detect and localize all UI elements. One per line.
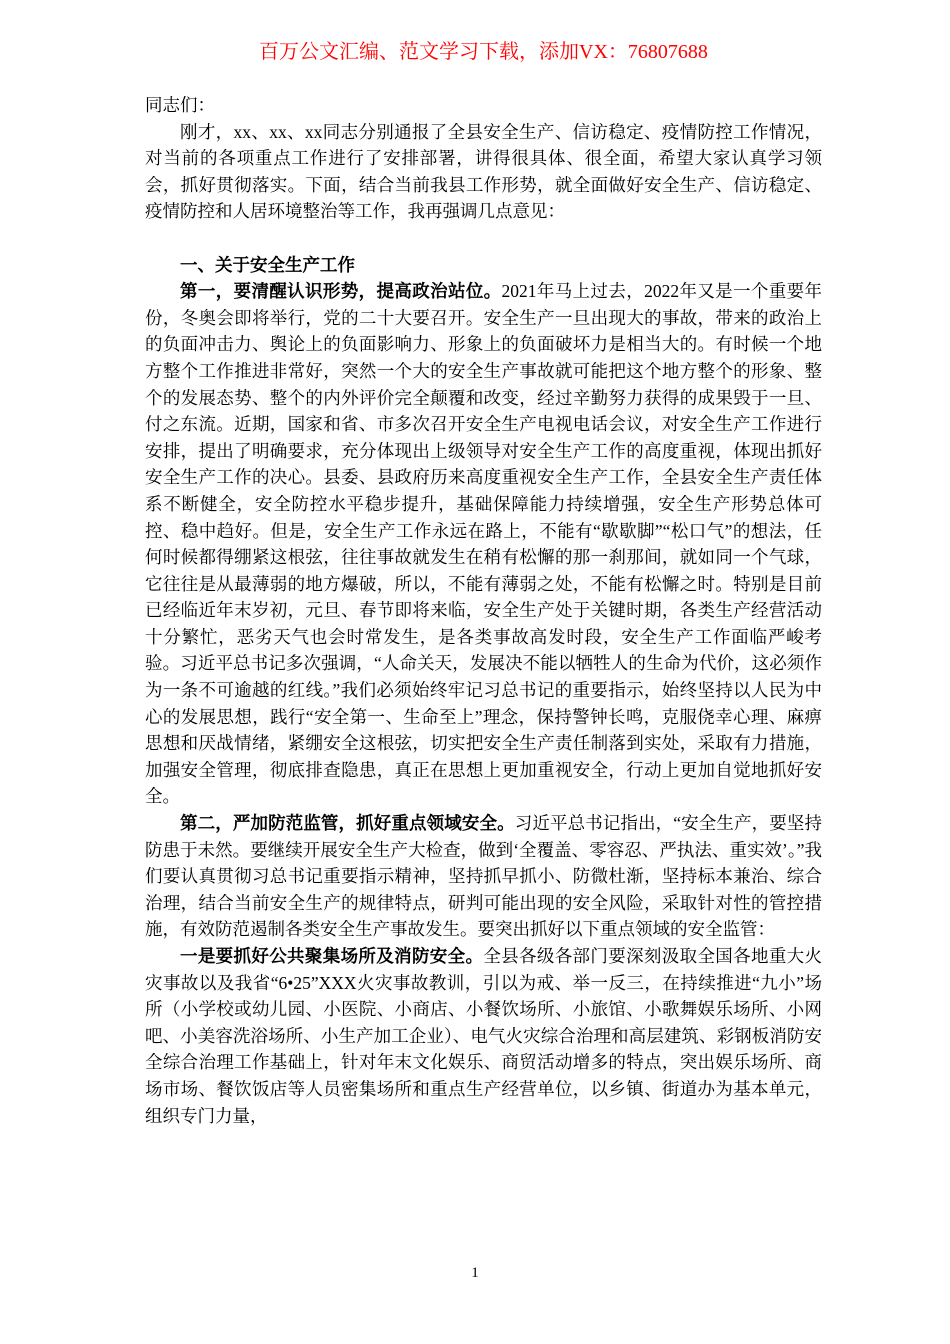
paragraph-point-3-lead: 一是要抓好公共聚集场所及消防安全。	[180, 946, 484, 966]
paragraph-point-2	[145, 810, 822, 943]
paragraph-point-3	[145, 943, 822, 1129]
section-heading: 一、关于安全生产工作	[180, 254, 355, 275]
paragraph-point-1	[145, 278, 822, 810]
paragraph-point-2-text: 习近平总书记指出，“安全生产，要坚持防患于未然。要继续开展安全生产大检查，做到‘全覆盖、零容忍、严执法、重实效’。”我们要认真贯彻习总书记重要指示精神，坚持抓早抓小、防微杜渐，坚持标本兼治、综合治理，结合当前安全生产的规律特点，研判可能出现的安全风险，采取针对性的管控措施，有效防范遏制各类安全生产事故发生。要突出抓好以下重点领域的安全监管：	[145, 813, 822, 940]
document-body	[145, 92, 822, 1129]
paragraph-point-1-text: 2021年马上过去，2022年又是一个重要年份，冬奥会即将举行，党的二十大要召开。安全生产一旦出现大的事故，带来的政治上的负面冲击力、舆论上的负面影响力、形象上的负面破坏力是相当大的。有时候一个地方整个工作推进非常好，突然一个大的安全生产事故就可能把这个地方整个的形象、整个的发展态势、整个的内外评价完全颠覆和改变，经过辛勤努力获得的成果毁于一旦、付之东流。近期，国家和省、市多次召开安全生产电视电话会议，对安全生产工作进行安排，提出了明确要求，充分体现出上级领导对安全生产工作的高度重视，体现出抓好安全生产工作的决心。县委、县政府历来高度重视安全生产工作，全县安全生产责任体系不断健全，安全防控水平稳步提升，基础保障能力持续增强，安全生产形势总体可控、稳中趋好。但是，安全生产工作永远在路上，不能有“歇歇脚”“松口气”的想法，任何时候都得绷紧这根弦，往往事故就发生在稍有松懈的那一刹那间，就如同一个气球，它往往是从最薄弱的地方爆破，所以，不能有薄弱之处，不能有松懈之时。特别是目前已经临近年末岁初，元旦、春节即将来临，安全生产处于关键时期，各类生产经营活动十分繁忙，恶劣天气也会时常发生，是各类事故高发时段，安全生产工作面临严峻考验。习近平总书记多次强调，“人命关天，发展决不能以牺牲人的生命为代价，这必须作为一条不可逾越的红线。”我们必须始终牢记习总书记的重要指示，始终坚持以人民为中心的发展思想，践行“安全第一、生命至上”理念，保持警钟长鸣，克服侥幸心理、麻痹思想和厌战情绪，紧绷安全这根弦，切实把安全生产责任制落到实处，采取有力措施，加强安全管理，彻底排查隐患，真正在思想上更加重视安全，行动上更加自觉地抓好安全。	[145, 281, 823, 807]
intro-paragraph: 刚才，xx、xx、xx同志分别通报了全县安全生产、信访稳定、疫情防控工作情况，对当前的各项重点工作进行了安排部署，讲得很具体、很全面，希望大家认真学习领会，抓好贯彻落实。下面，结合当前我县工作形势，就全面做好安全生产、信访稳定、疫情防控和人居环境整治等工作，我再强调几点意见：	[145, 121, 822, 222]
promo-header: 百万公文汇编、范文学习下载，添加VX：76807688	[259, 41, 708, 63]
paragraph-point-3-text: 全县各级各部门要深刻汲取全国各地重大火灾事故以及我省“6•25”XXX火灾事故教训，引以为戒、举一反三，在持续推进“九小”场所（小学校或幼儿园、小医院、小商店、小餐饮场所、小旅馆、小歌舞娱乐场所、小网吧、小美容洗浴场所、小生产加工企业）、电气火灾综合治理和高层建筑、彩钢板消防安全综合治理工作基础上，针对年末文化娱乐、商贸活动增多的特点，突出娱乐场所、商场市场、餐饮饭店等人员密集场所和重点生产经营单位，以乡镇、街道办为基本单元，组织专门力量，	[145, 946, 822, 1126]
salutation: 同志们：	[145, 95, 215, 115]
page-number: 1	[471, 1265, 479, 1281]
paragraph-point-1-lead: 第一，要清醒认识形势，提高政治站位。	[180, 281, 502, 302]
paragraph-point-2-lead: 第二，严加防范监管，抓好重点领域安全。	[180, 813, 515, 834]
